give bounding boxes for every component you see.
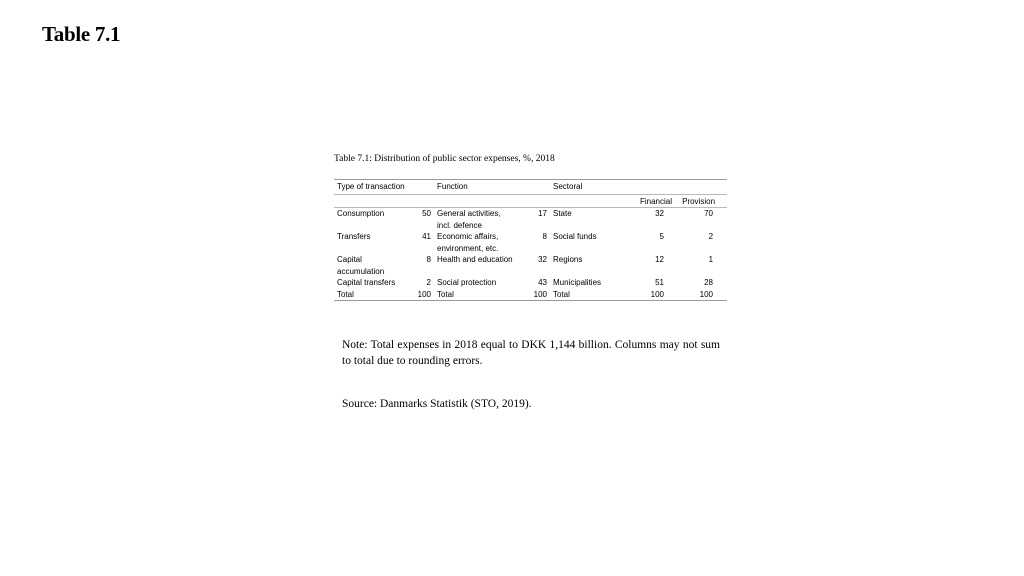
type-cell: Capital transfers (337, 278, 396, 287)
sector-cell: Municipalities (553, 278, 602, 287)
financial-value-cell: 32 (655, 209, 664, 218)
sector-cell: Regions (553, 255, 583, 264)
function-value-cell: 8 (542, 232, 547, 241)
type-cell: Capital accumulation (337, 255, 385, 276)
table-subheader-row (334, 194, 727, 208)
slide-title: Table 7.1 (42, 22, 121, 46)
type-value-cell: 2 (426, 278, 431, 287)
table-total-row (334, 289, 727, 301)
provision-value-cell: 2 (708, 232, 714, 241)
header-type-of-transaction: Type of transaction (334, 180, 434, 195)
function-cell: Economic affairs, environment, etc. (437, 232, 499, 253)
function-value-cell: 32 (538, 255, 547, 264)
table-header-row (334, 180, 727, 195)
table-note: Note: Total expenses in 2018 equal to DKK 1,144 billion. Columns may not sum to total due to rounding errors. (342, 339, 720, 367)
table-row (334, 254, 727, 277)
type-cell: Transfers (337, 232, 371, 241)
financial-value-cell: 51 (655, 278, 664, 287)
subheader-financial: Financial (616, 194, 678, 208)
provision-value-cell: 70 (704, 209, 714, 218)
function-value-cell: 43 (538, 278, 547, 287)
type-value-cell: 50 (422, 209, 431, 218)
table-source: Source: Danmarks Statistik (STO, 2019). (342, 398, 532, 410)
type-value-cell: 100 (406, 289, 434, 301)
type-cell: Consumption (337, 209, 385, 218)
financial-value-cell: 100 (616, 289, 678, 301)
subheader-provision: Provision (678, 194, 727, 208)
table-row (334, 277, 727, 289)
table-row (334, 208, 727, 232)
sector-cell: State (553, 209, 572, 218)
type-value-cell: 8 (426, 255, 431, 264)
function-cell: General activities, incl. defence (437, 209, 501, 230)
sector-cell: Social funds (553, 232, 597, 241)
function-cell: Health and education (437, 255, 513, 264)
header-function: Function (434, 180, 550, 195)
header-sectoral: Sectoral (550, 180, 727, 195)
table-caption: Table 7.1: Distribution of public sector expenses, %, 2018 (334, 154, 555, 164)
function-value-cell: 17 (538, 209, 547, 218)
function-cell: Social protection (437, 278, 497, 287)
function-cell: Total (434, 289, 516, 301)
type-cell: Total (334, 289, 406, 301)
function-value-cell: 100 (516, 289, 550, 301)
provision-value-cell: 100 (678, 289, 727, 301)
expenses-table (334, 179, 727, 301)
type-value-cell: 41 (422, 232, 431, 241)
sector-cell: Total (550, 289, 616, 301)
provision-value-cell: 28 (704, 278, 714, 287)
provision-value-cell: 1 (708, 255, 714, 264)
subheader-spacer (334, 194, 616, 208)
financial-value-cell: 12 (655, 255, 664, 264)
table-row (334, 231, 727, 254)
financial-value-cell: 5 (659, 232, 664, 241)
